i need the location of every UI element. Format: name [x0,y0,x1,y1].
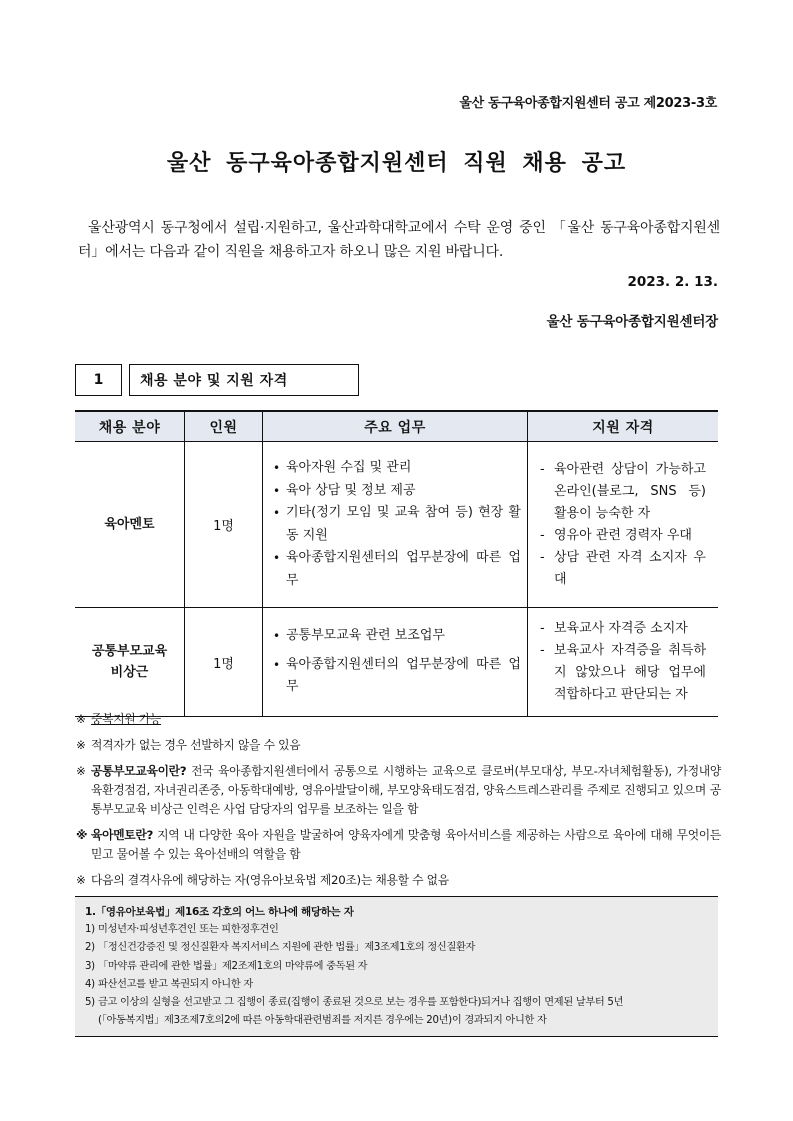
row-field: 육아멘토 [75,442,185,608]
duty-item: • 육아종합지원센터의 업무분장에 따른 업무 [273,547,521,592]
recruitment-table [75,410,718,717]
list-item [85,976,710,994]
reference-mark: ※ [76,764,86,778]
note-text: 다음의 결격사유에 해당하는 자(영유아보육법 제20조)는 채용할 수 없음 [91,873,449,887]
duty-item: • 육아종합지원센터의 업무분장에 따른 업무 [273,654,521,699]
duty-item: • 육아 상담 및 정보 제공 [273,480,521,503]
note-item [76,736,721,755]
duty-item: • 기타(정기 모임 및 교육 참여 등) 현장 활동 지원 [273,502,521,547]
list-item [85,939,710,957]
section-title: 채용 분야 및 지원 자격 [129,364,359,396]
item-continuation: (「아동복지법」제3조제7호의2에 따른 아동학대관련범죄를 저지른 경우에는 20년)이 경과되지 아니한 자 [98,1015,547,1027]
notes-section [76,710,721,897]
list-item [85,994,710,1012]
row-field [75,608,185,717]
intro-paragraph [78,216,720,264]
item-number: 5) [85,997,95,1009]
header-qualifications: 지원 자격 [528,411,719,442]
item-number: 2) [85,942,95,954]
table-header-row [75,411,718,442]
row-count: 1명 [185,442,263,608]
row-field-line: 비상근 [110,665,149,680]
notice-date: 2023. 2. 13. [627,274,718,290]
row-field-line: 공통부모교육 [91,644,168,659]
note-text: 지역 내 다양한 육아 자원을 발굴하여 양육자에게 맞춤형 육아서비스를 제공하는 사람으로 육아에 대해 무엇이든 믿고 물어볼 수 있는 육아선배의 역할을 함 [91,828,721,861]
notice-number: 울산 동구육아종합지원센터 공고 제2023-3호 [459,96,717,111]
section-number: 1 [75,364,122,396]
item-text: 「정신건강증진 및 정신질환자 복지서비스 지원에 관한 법률」제3조제1호의 정신질환자 [98,942,476,954]
header-count: 인원 [185,411,263,442]
note-label: 공통부모교육이란? [91,764,187,778]
item-number: 3) [85,960,95,972]
issuer-name: 울산 동구육아종합지원센터장 [546,314,718,330]
item-text: 파산선고를 받고 복권되지 아니한 자 [98,978,253,990]
header-field: 채용 분야 [75,411,185,442]
duty-item: • 육아자원 수집 및 관리 [273,457,521,480]
note-item [76,871,721,890]
note-text: 전국 육아종합지원센터에서 공통으로 시행하는 교육으로 클로버(부모대상, 부모-자녀체험활동), 가정내양육환경점검, 자녀권리존중, 아동학대예방, 영유아발달이해, 부모양육태도점검, 양육스트레스관리를 주제로 진행되고 있으며 공통부모교육 비상근 인력은 사업 담당자의 업무를 보조하는 일을 함 [91,764,721,816]
qualification-item: - 보육교사 자격증 소지자 [538,618,706,640]
reference-mark: ※ [76,738,86,752]
qualification-item: - 육아관련 상담이 가능하고 온라인(블로그, SNS 등) 활용이 능숙한 자 [538,459,706,525]
qualification-item: - 보육교사 자격증을 취득하지 않았으나 해당 업무에 적합하다고 판단되는 자 [538,640,706,706]
note-item [76,826,721,864]
item-number: 4) [85,978,95,990]
table-row [75,442,718,608]
item-number: 1) [85,924,95,936]
duty-item: • 공통부모교육 관련 보조업무 [273,625,521,648]
qualification-item: - 상담 관련 자격 소지자 우대 [538,547,706,591]
reference-mark: ※ [76,712,86,726]
qualification-item: - 영유아 관련 경력자 우대 [538,525,706,547]
row-qualifications [528,442,719,608]
reference-mark: ※ [76,873,86,887]
note-text: 적격자가 없는 경우 선발하지 않을 수 있음 [91,738,301,752]
row-duties [263,608,528,717]
row-count: 1명 [185,608,263,717]
header-duties: 주요 업무 [263,411,528,442]
item-text: 금고 이상의 실형을 선고받고 그 집행이 종료(집행이 종료된 것으로 보는 경우를 포함한다)되거나 집행이 면제된 날부터 5년 [98,997,624,1009]
intro-text: 울산광역시 동구청에서 설립·지원하고, 울산과학대학교에서 수탁 운영 중인 「울산 동구육아종합지원센터」에서는 다음과 같이 직원을 채용하고자 하오니 많은 지원 바랍니다. [78,220,720,260]
disqualification-box [75,896,718,1037]
item-text: 「마약류 관리에 관한 법률」제2조제1호의 마약류에 중독된 자 [98,960,368,972]
note-item [76,762,721,819]
note-text: 중복지원 가능 [91,712,162,726]
note-label: 육아멘토란? [91,828,154,842]
row-duties [263,442,528,608]
page-title: 울산 동구육아종합지원센터 직원 채용 공고 [166,151,627,176]
row-qualifications [528,608,719,717]
item-text: 미성년자·피성년후견인 또는 피한정후견인 [98,924,279,936]
disqualification-heading: 1.「영유아보육법」제16조 각호의 어느 하나에 해당하는 자 [85,906,354,918]
reference-mark: ※ [76,828,88,842]
list-item [85,958,710,976]
table-row [75,608,718,717]
note-item [76,710,721,729]
list-item [85,921,710,939]
